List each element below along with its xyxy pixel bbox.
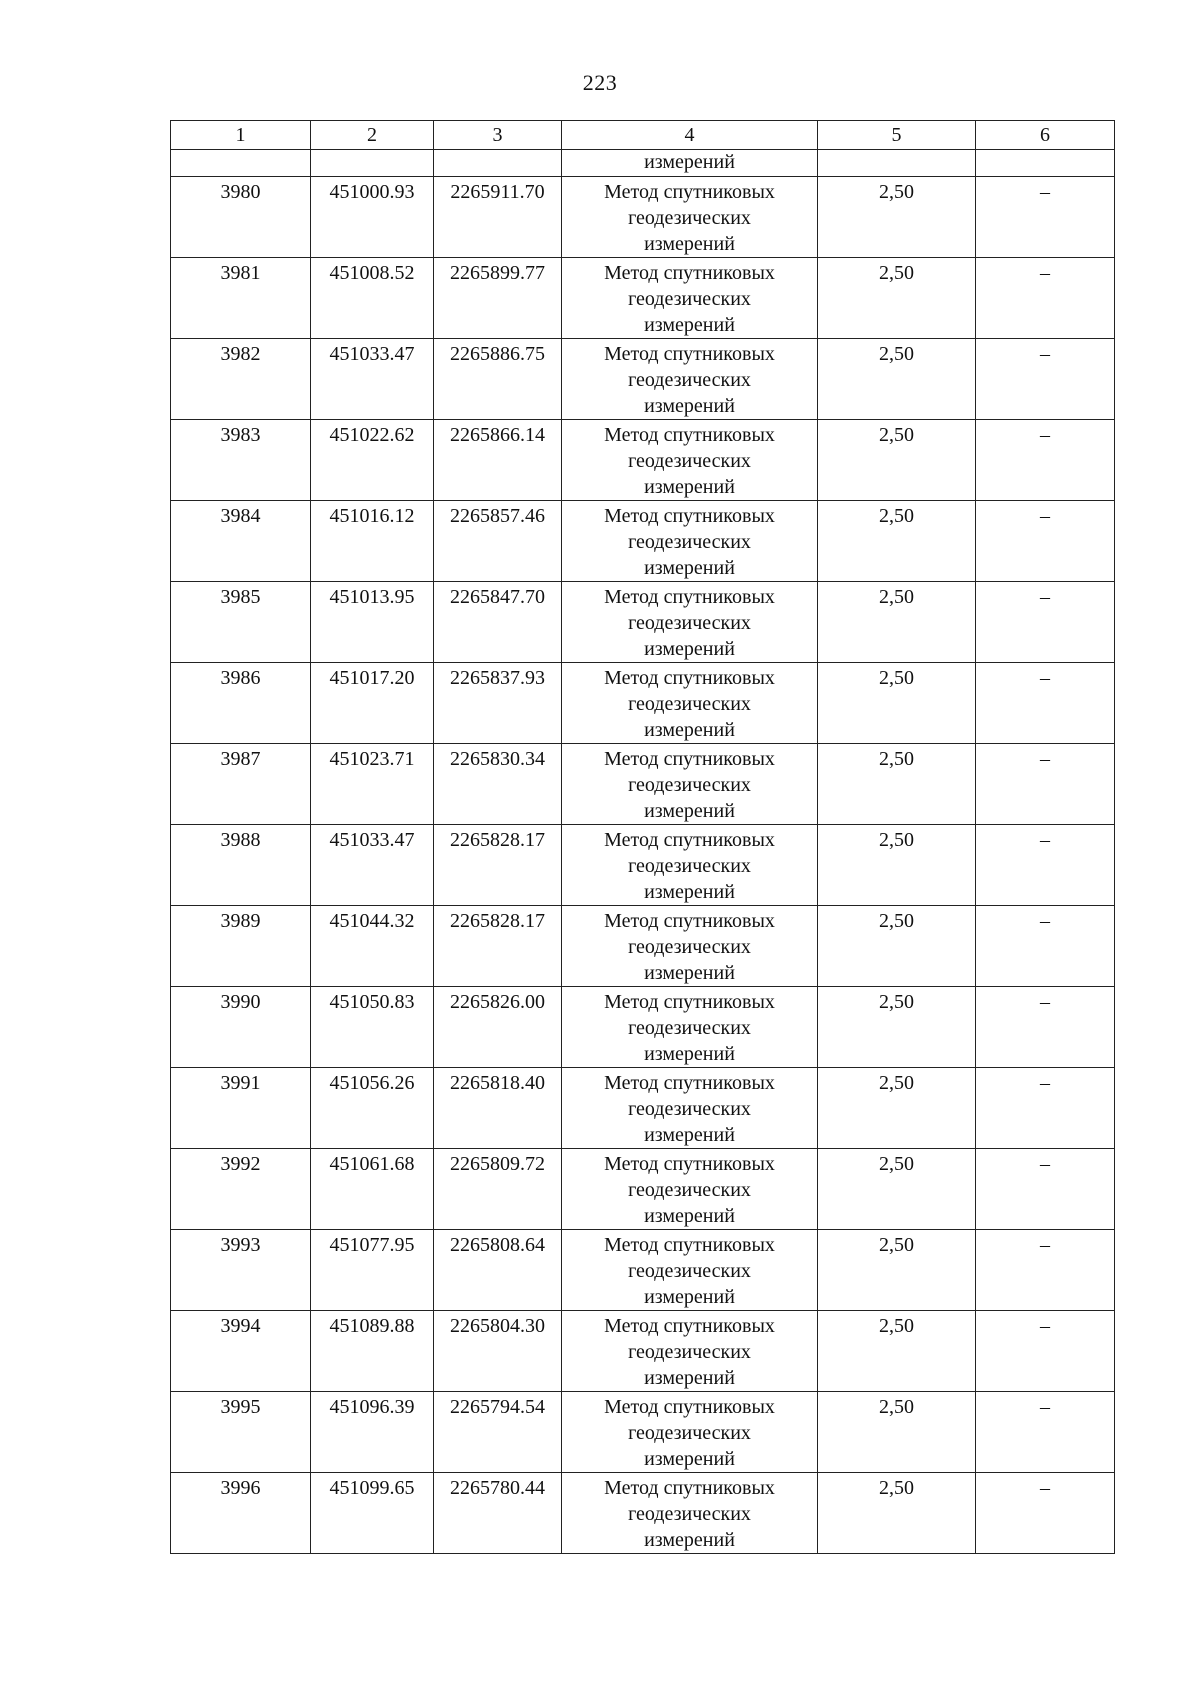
table-row [171, 420, 1115, 501]
table-row [171, 906, 1115, 987]
coordinate-y: 2265857.46 [434, 501, 562, 582]
method-line: геодезических [628, 1098, 751, 1120]
method-line: Метод спутниковых [604, 1234, 775, 1256]
method-line: Метод спутниковых [604, 181, 775, 203]
coordinate-y: 2265804.30 [434, 1311, 562, 1392]
accuracy-value: 2,50 [818, 582, 976, 663]
coordinate-x: 451061.68 [311, 1149, 434, 1230]
method-line: измерений [644, 638, 735, 660]
method-cell [562, 1473, 818, 1554]
accuracy-value: 2,50 [818, 663, 976, 744]
note-cell: – [976, 420, 1115, 501]
method-line: измерений [644, 719, 735, 741]
method-cell [562, 582, 818, 663]
note-cell: – [976, 339, 1115, 420]
coordinate-y: 2265818.40 [434, 1068, 562, 1149]
coordinate-y: 2265826.00 [434, 987, 562, 1068]
continuation-cell-5 [818, 150, 976, 177]
coordinate-y: 2265899.77 [434, 258, 562, 339]
column-header-2: 2 [311, 121, 434, 150]
coordinate-x: 451033.47 [311, 825, 434, 906]
accuracy-value: 2,50 [818, 906, 976, 987]
note-cell: – [976, 1473, 1115, 1554]
note-cell: – [976, 663, 1115, 744]
method-line: геодезических [628, 1422, 751, 1444]
coordinate-y: 2265847.70 [434, 582, 562, 663]
coordinate-y: 2265911.70 [434, 177, 562, 258]
accuracy-value: 2,50 [818, 339, 976, 420]
method-line: Метод спутниковых [604, 1477, 775, 1499]
table-row [171, 582, 1115, 663]
method-cell [562, 825, 818, 906]
accuracy-value: 2,50 [818, 744, 976, 825]
coordinate-y: 2265808.64 [434, 1230, 562, 1311]
method-cell [562, 501, 818, 582]
method-line: Метод спутниковых [604, 829, 775, 851]
coordinate-x: 451056.26 [311, 1068, 434, 1149]
accuracy-value: 2,50 [818, 825, 976, 906]
coordinate-y: 2265828.17 [434, 906, 562, 987]
coordinate-y: 2265830.34 [434, 744, 562, 825]
method-line: измерений [644, 395, 735, 417]
method-line: геодезических [628, 288, 751, 310]
coordinate-x: 451077.95 [311, 1230, 434, 1311]
method-line: геодезических [628, 1503, 751, 1525]
method-cell [562, 1230, 818, 1311]
coordinate-y: 2265780.44 [434, 1473, 562, 1554]
column-header-1: 1 [171, 121, 311, 150]
method-line: измерений [644, 557, 735, 579]
note-cell: – [976, 501, 1115, 582]
table-row [171, 744, 1115, 825]
point-number: 3994 [171, 1311, 311, 1392]
coordinate-x: 451096.39 [311, 1392, 434, 1473]
page-number: 223 [582, 70, 618, 95]
method-cell [562, 420, 818, 501]
coordinate-y: 2265866.14 [434, 420, 562, 501]
method-line: геодезических [628, 774, 751, 796]
accuracy-value: 2,50 [818, 1473, 976, 1554]
continuation-cell-1 [171, 150, 311, 177]
continuation-cell-3 [434, 150, 562, 177]
method-cell [562, 339, 818, 420]
coordinate-y: 2265837.93 [434, 663, 562, 744]
method-cell [562, 663, 818, 744]
method-line: Метод спутниковых [604, 910, 775, 932]
table-row [171, 1473, 1115, 1554]
method-cell [562, 987, 818, 1068]
continuation-row [171, 150, 1115, 177]
point-number: 3988 [171, 825, 311, 906]
coordinate-x: 451089.88 [311, 1311, 434, 1392]
point-number: 3989 [171, 906, 311, 987]
continuation-cell-2 [311, 150, 434, 177]
method-line: измерений [644, 962, 735, 984]
point-number: 3982 [171, 339, 311, 420]
method-line: геодезических [628, 369, 751, 391]
method-line: измерений [644, 1124, 735, 1146]
method-line: измерений [644, 314, 735, 336]
point-number: 3992 [171, 1149, 311, 1230]
continuation-method: измерений [562, 150, 818, 177]
note-cell: – [976, 1392, 1115, 1473]
coordinate-x: 451008.52 [311, 258, 434, 339]
method-line: Метод спутниковых [604, 505, 775, 527]
column-header-4: 4 [562, 121, 818, 150]
coordinate-x: 451017.20 [311, 663, 434, 744]
table-header-row [171, 121, 1115, 150]
accuracy-value: 2,50 [818, 177, 976, 258]
note-cell: – [976, 987, 1115, 1068]
point-number: 3981 [171, 258, 311, 339]
coordinate-x: 451099.65 [311, 1473, 434, 1554]
point-number: 3990 [171, 987, 311, 1068]
table-row [171, 1311, 1115, 1392]
method-line: геодезических [628, 1341, 751, 1363]
table-row [171, 501, 1115, 582]
point-number: 3983 [171, 420, 311, 501]
coordinate-x: 451033.47 [311, 339, 434, 420]
point-number: 3985 [171, 582, 311, 663]
table-row [171, 1149, 1115, 1230]
method-line: измерений [644, 1367, 735, 1389]
method-line: измерений [644, 1286, 735, 1308]
note-cell: – [976, 906, 1115, 987]
point-number: 3996 [171, 1473, 311, 1554]
method-line: геодезических [628, 612, 751, 634]
note-cell: – [976, 1311, 1115, 1392]
coordinate-y: 2265809.72 [434, 1149, 562, 1230]
method-line: геодезических [628, 207, 751, 229]
note-cell: – [976, 1230, 1115, 1311]
method-line: геодезических [628, 1179, 751, 1201]
method-cell [562, 177, 818, 258]
coordinate-x: 451023.71 [311, 744, 434, 825]
coordinate-x: 451000.93 [311, 177, 434, 258]
coordinate-y: 2265794.54 [434, 1392, 562, 1473]
method-line: Метод спутниковых [604, 1396, 775, 1418]
accuracy-value: 2,50 [818, 1392, 976, 1473]
point-number: 3987 [171, 744, 311, 825]
continuation-cell-6 [976, 150, 1115, 177]
method-line: геодезических [628, 1017, 751, 1039]
method-cell [562, 1392, 818, 1473]
coordinate-y: 2265828.17 [434, 825, 562, 906]
method-line: измерений [644, 1043, 735, 1065]
method-cell [562, 744, 818, 825]
method-line: Метод спутниковых [604, 1315, 775, 1337]
accuracy-value: 2,50 [818, 1230, 976, 1311]
method-line: геодезических [628, 855, 751, 877]
method-cell [562, 906, 818, 987]
table-row [171, 1392, 1115, 1473]
coordinate-x: 451013.95 [311, 582, 434, 663]
table-row [171, 177, 1115, 258]
method-line: измерений [644, 1529, 735, 1551]
method-line: Метод спутниковых [604, 1072, 775, 1094]
method-cell [562, 1149, 818, 1230]
method-cell [562, 1068, 818, 1149]
table-row [171, 663, 1115, 744]
accuracy-value: 2,50 [818, 1149, 976, 1230]
accuracy-value: 2,50 [818, 258, 976, 339]
method-line: геодезических [628, 693, 751, 715]
note-cell: – [976, 582, 1115, 663]
table-row [171, 987, 1115, 1068]
method-cell [562, 1311, 818, 1392]
method-line: измерений [644, 233, 735, 255]
method-line: геодезических [628, 450, 751, 472]
method-line: геодезических [628, 531, 751, 553]
accuracy-value: 2,50 [818, 1311, 976, 1392]
point-number: 3986 [171, 663, 311, 744]
method-line: измерений [644, 881, 735, 903]
method-line: Метод спутниковых [604, 1153, 775, 1175]
method-line: Метод спутниковых [604, 667, 775, 689]
method-line: измерений [644, 1205, 735, 1227]
point-number: 3993 [171, 1230, 311, 1311]
accuracy-value: 2,50 [818, 501, 976, 582]
method-line: геодезических [628, 1260, 751, 1282]
note-cell: – [976, 177, 1115, 258]
method-line: Метод спутниковых [604, 586, 775, 608]
accuracy-value: 2,50 [818, 1068, 976, 1149]
coordinate-x: 451016.12 [311, 501, 434, 582]
note-cell: – [976, 258, 1115, 339]
method-line: геодезических [628, 936, 751, 958]
coordinate-x: 451022.62 [311, 420, 434, 501]
point-number: 3995 [171, 1392, 311, 1473]
column-header-6: 6 [976, 121, 1115, 150]
method-line: Метод спутниковых [604, 424, 775, 446]
method-cell [562, 258, 818, 339]
method-line: Метод спутниковых [604, 343, 775, 365]
table-row [171, 825, 1115, 906]
note-cell: – [976, 825, 1115, 906]
method-line: Метод спутниковых [604, 262, 775, 284]
method-line: измерений [644, 800, 735, 822]
table-row [171, 258, 1115, 339]
column-header-3: 3 [434, 121, 562, 150]
note-cell: – [976, 1068, 1115, 1149]
coordinates-table [170, 120, 1115, 1554]
table-row [171, 1230, 1115, 1311]
table-row [171, 1068, 1115, 1149]
method-line: Метод спутниковых [604, 748, 775, 770]
method-line: измерений [644, 1448, 735, 1470]
point-number: 3984 [171, 501, 311, 582]
note-cell: – [976, 1149, 1115, 1230]
point-number: 3980 [171, 177, 311, 258]
point-number: 3991 [171, 1068, 311, 1149]
method-line: Метод спутниковых [604, 991, 775, 1013]
coordinate-x: 451050.83 [311, 987, 434, 1068]
accuracy-value: 2,50 [818, 987, 976, 1068]
note-cell: – [976, 744, 1115, 825]
column-header-5: 5 [818, 121, 976, 150]
coordinate-x: 451044.32 [311, 906, 434, 987]
table-row [171, 339, 1115, 420]
method-line: измерений [644, 476, 735, 498]
accuracy-value: 2,50 [818, 420, 976, 501]
coordinate-y: 2265886.75 [434, 339, 562, 420]
